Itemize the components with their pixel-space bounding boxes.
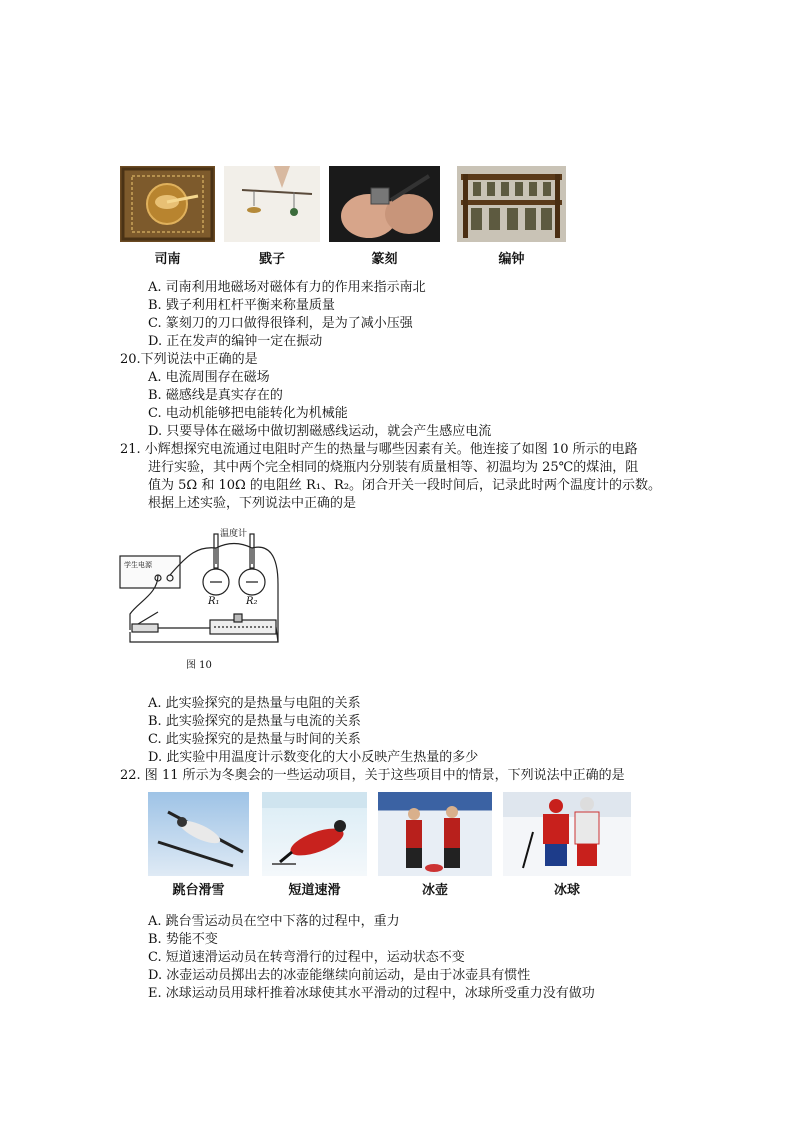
q19-option-d: D. 正在发声的编钟一定在振动 (148, 334, 323, 349)
q21-stem-line-2: 进行实验，其中两个完全相同的烧瓶内分别装有质量相等、初温均为 25℃的煤油，阻 (148, 460, 639, 475)
q22-option-d: D. 冰壶运动员掷出去的冰壶能继续向前运动，是由于冰壶具有惯性 (148, 968, 531, 983)
q21-stem-line-1: 21. 小辉想探究电流通过电阻时产生的热量与哪些因素有关。他连接了如图 10 所示的电路 (120, 442, 638, 457)
q22-option-b: B. 势能不变 (148, 932, 218, 947)
q22-option-e: E. 冰球运动员用球杆推着冰球使其水平滑动的过程中，冰球所受重力没有做功 (148, 986, 595, 1001)
q22-option-c: C. 短道速滑运动员在转弯滑行的过程中，运动状态不变 (148, 950, 465, 965)
q19-option-a: A. 司南利用地磁场对磁体有力的作用来指示南北 (148, 280, 426, 295)
q19-option-b: B. 戥子利用杠杆平衡来称量质量 (148, 298, 335, 313)
zhuanke-carving-image (329, 166, 440, 242)
caption-speed-skating: 短道速滑 (288, 883, 341, 898)
q20-option-a: A. 电流周围存在磁场 (148, 370, 270, 385)
q20-option-c: C. 电动机能够把电能转化为机械能 (148, 406, 348, 421)
caption-zhuanke: 篆刻 (371, 252, 398, 267)
label-thermometer: 温度计 (220, 529, 248, 539)
q19-option-c: C. 篆刻刀的刀口做得很锋利，是为了减小压强 (148, 316, 413, 331)
caption-sinan: 司南 (154, 252, 181, 267)
q20-option-d: D. 只要导体在磁场中做切割磁感线运动，就会产生感应电流 (148, 424, 492, 439)
figure-10-caption: 图 10 (186, 660, 212, 671)
q22-option-a: A. 跳台雪运动员在空中下落的过程中，重力 (148, 914, 400, 929)
q21-option-b: B. 此实验探究的是热量与电流的关系 (148, 714, 361, 729)
curling-image (378, 792, 492, 876)
caption-ice-hockey: 冰球 (553, 883, 580, 898)
label-r2: R₂ (246, 596, 258, 607)
caption-curling: 冰壶 (421, 883, 448, 898)
q20-option-b: B. 磁感线是真实存在的 (148, 388, 283, 403)
label-r1: R₁ (208, 596, 220, 607)
caption-dengzi: 戥子 (258, 252, 285, 267)
q21-option-c: C. 此实验探究的是热量与时间的关系 (148, 732, 361, 747)
label-power-supply: 学生电源 (124, 561, 152, 569)
dengzi-photo (224, 166, 320, 242)
caption-bianzhong: 编钟 (498, 252, 525, 267)
ski-jump-photo (148, 792, 249, 876)
caption-ski-jump: 跳台滑雪 (172, 883, 225, 898)
ice-hockey-image (503, 792, 631, 876)
curling-photo (378, 792, 492, 876)
bianzhong-photo (457, 166, 566, 242)
q21-option-d: D. 此实验中用温度计示数变化的大小反映产生热量的多少 (148, 750, 479, 765)
q20-stem: 20.下列说法中正确的是 (120, 352, 258, 367)
q21-option-a: A. 此实验探究的是热量与电阻的关系 (148, 696, 361, 711)
zhuanke-photo (329, 166, 440, 242)
sinan-photo (120, 166, 215, 242)
ski-jump-image (148, 792, 249, 876)
q21-stem-line-4: 根据上述实验，下列说法中正确的是 (148, 496, 357, 511)
ice-hockey-photo (503, 792, 631, 876)
dengzi-scale-image (224, 166, 320, 242)
bianzhong-bells-image (457, 166, 566, 242)
sinan-compass-image (120, 166, 215, 242)
q21-stem-line-3: 值为 5Ω 和 10Ω 的电阻丝 R₁、R₂。闭合开关一段时间后，记录此时两个温度计的示数。 (148, 478, 662, 493)
circuit-figure (118, 524, 298, 674)
q22-stem: 22. 图 11 所示为冬奥会的一些运动项目，关于这些项目中的情景，下列说法中正确的是 (120, 768, 625, 783)
speed-skating-image (262, 792, 367, 876)
speed-skating-photo (262, 792, 367, 876)
